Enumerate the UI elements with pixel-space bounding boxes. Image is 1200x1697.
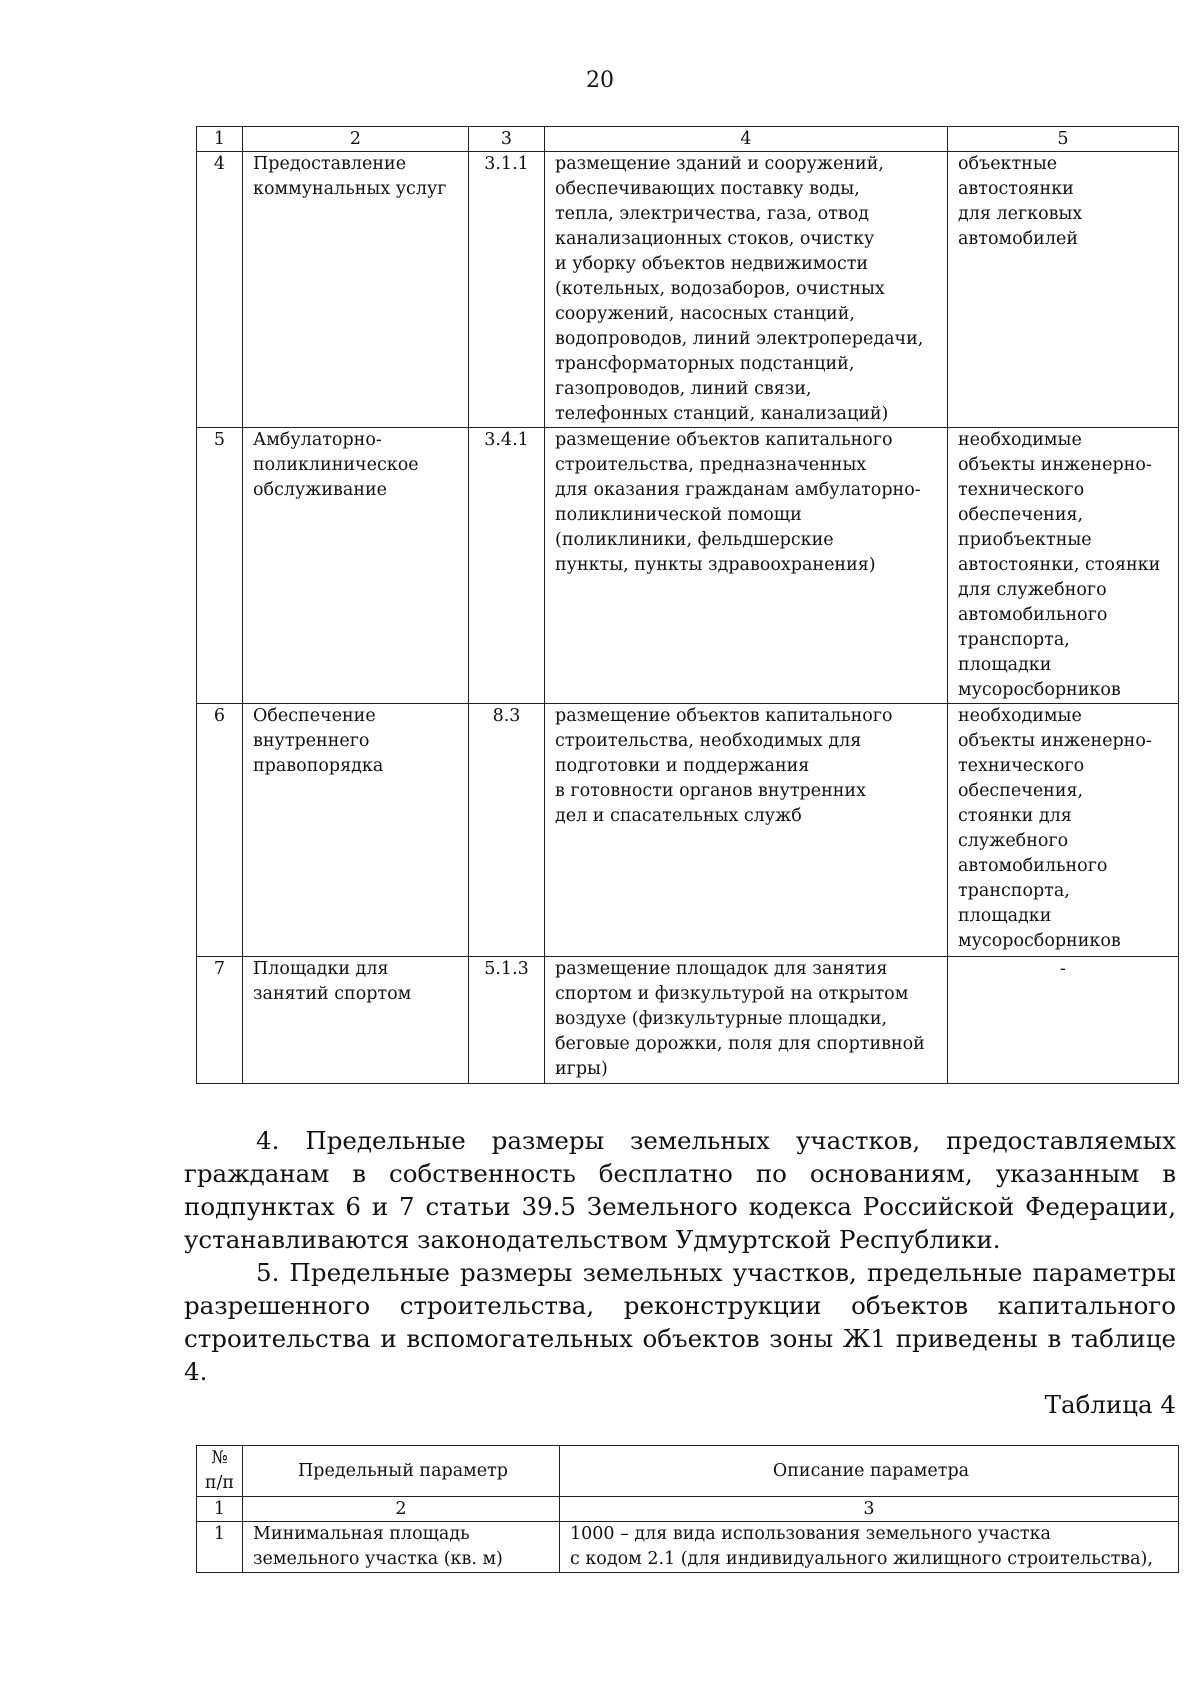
text-line: (котельных, водозаборов, очистных: [555, 279, 885, 299]
text-line: 1000 – для вида использования земельного участка: [570, 1524, 1051, 1544]
text-line: автомобилей: [958, 229, 1078, 249]
table-header-row: [197, 127, 1179, 152]
text-line: строительства, предназначенных: [555, 455, 867, 475]
text-line: объектные: [958, 154, 1058, 174]
text-line: мусоросборников: [958, 931, 1121, 951]
use-code: 5.1.3: [469, 957, 545, 1084]
text-line: трансформаторных подстанций,: [555, 354, 855, 374]
header-desc: Описание параметра: [560, 1446, 1179, 1497]
text-line: обеспечивающих поставку воды,: [555, 179, 860, 199]
text-line: п/п: [204, 1473, 235, 1493]
text-line: с кодом 2.1 (для индивидуального жилищного строительства),: [570, 1549, 1153, 1569]
text-line: стоянки для: [958, 806, 1072, 826]
header-cell: 3: [560, 1497, 1179, 1522]
use-description: [545, 428, 948, 704]
text-line: автостоянки, стоянки: [958, 555, 1161, 575]
text-line: для оказания гражданам амбулаторно-: [555, 480, 921, 500]
text-line: размещение площадок для занятия: [555, 959, 888, 979]
text-line: строительства, необходимых для: [555, 731, 862, 751]
use-description: [545, 152, 948, 428]
use-description: [545, 704, 948, 957]
text-line: автостоянки: [958, 179, 1074, 199]
text-line: беговые дорожки, поля для спортивной: [555, 1034, 925, 1054]
text-line: приобъектные: [958, 530, 1092, 550]
text-line: игры): [555, 1059, 608, 1079]
text-line: транспорта,: [958, 630, 1070, 650]
paragraph-4: 4. Предельные размеры земельных участков, предоставляемых гражданам в собственность бесплатно по основаниям, указанным в подпунктах 6 и 7 статьи 39.5 Земельного кодекса Российской Федерации, устанавливаются законодательством Удмуртской Республики.: [184, 1126, 1176, 1254]
row-number: 4: [197, 152, 243, 428]
text-line: дел и спасательных служб: [555, 806, 802, 826]
body-text: [184, 1124, 1176, 1388]
text-line: занятий спортом: [253, 984, 412, 1004]
table-row: [197, 152, 1179, 428]
header-cell: 5: [948, 127, 1179, 152]
auxiliary-uses: [948, 704, 1179, 957]
text-line: телефонных станций, канализаций): [555, 404, 889, 424]
text-line: обслуживание: [253, 480, 388, 500]
table-row: [197, 1522, 1179, 1573]
text-line: внутреннего: [253, 731, 370, 751]
text-line: и уборку объектов недвижимости: [555, 254, 869, 274]
parameters-table: [196, 1445, 1179, 1573]
table-row: [197, 428, 1179, 704]
auxiliary-uses: [948, 428, 1179, 704]
text-line: объекты инженерно-: [958, 731, 1152, 751]
text-line: размещение объектов капитального: [555, 430, 893, 450]
text-line: служебного: [958, 831, 1069, 851]
text-line: Обеспечение: [253, 706, 376, 726]
text-line: пункты, пункты здравоохранения): [555, 555, 876, 575]
header-cell: 3: [469, 127, 545, 152]
header-cell: 1: [197, 127, 243, 152]
use-description: [545, 957, 948, 1084]
table-subheader-row: [197, 1497, 1179, 1522]
text-line: технического: [958, 756, 1085, 776]
header-cell: 4: [545, 127, 948, 152]
text-line: поликлиническое: [253, 455, 419, 475]
use-code: 3.4.1: [469, 428, 545, 704]
text-line: коммунальных услуг: [253, 179, 447, 199]
paragraph-5: 5. Предельные размеры земельных участков, предельные параметры разрешенного строительства, реконструкции объектов капитального строительства и вспомогательных объектов зоны Ж1 приведены в таблице 4.: [184, 1258, 1176, 1386]
text-line: канализационных стоков, очистку: [555, 229, 875, 249]
text-line: автомобильного: [958, 605, 1108, 625]
use-name: [243, 957, 469, 1084]
text-line: водопроводов, линий электропередачи,: [555, 329, 924, 349]
text-line: Площадки для: [253, 959, 389, 979]
row-number: 6: [197, 704, 243, 957]
text-line: объекты инженерно-: [958, 455, 1152, 475]
text-line: воздухе (физкультурные площадки,: [555, 1009, 888, 1029]
text-line: размещение объектов капитального: [555, 706, 893, 726]
use-code: 3.1.1: [469, 152, 545, 428]
text-line: поликлинической помощи: [555, 505, 802, 525]
text-line: сооружений, насосных станций,: [555, 304, 855, 324]
text-line: автомобильного: [958, 856, 1108, 876]
text-line: площадки: [958, 655, 1052, 675]
row-number: 5: [197, 428, 243, 704]
text-line: обеспечения,: [958, 505, 1084, 525]
use-name: [243, 704, 469, 957]
header-cell: 2: [243, 127, 469, 152]
text-line: Минимальная площадь: [253, 1524, 470, 1544]
row-number: 1: [197, 1522, 243, 1573]
table-row: [197, 957, 1179, 1084]
use-code: 8.3: [469, 704, 545, 957]
text-line: подготовки и поддержания: [555, 756, 810, 776]
param-description: [560, 1522, 1179, 1573]
text-line: мусоросборников: [958, 680, 1121, 700]
use-name: [243, 428, 469, 704]
table-header-row: [197, 1446, 1179, 1497]
text-line: обеспечения,: [958, 781, 1084, 801]
text-line: спортом и физкультурой на открытом: [555, 984, 909, 1004]
text-line: необходимые: [958, 430, 1082, 450]
text-line: Амбулаторно-: [253, 430, 382, 450]
text-line: (поликлиники, фельдшерские: [555, 530, 834, 550]
table-caption: Таблица 4: [1044, 1390, 1176, 1419]
use-name: [243, 152, 469, 428]
page-number: 20: [586, 68, 614, 93]
text-line: №: [211, 1448, 228, 1468]
text-line: размещение зданий и сооружений,: [555, 154, 884, 174]
param-name: [243, 1522, 560, 1573]
table-row: [197, 704, 1179, 957]
auxiliary-uses: [948, 152, 1179, 428]
auxiliary-uses: -: [948, 957, 1179, 1084]
header-cell: 2: [243, 1497, 560, 1522]
text-line: в готовности органов внутренних: [555, 781, 866, 801]
header-cell: 1: [197, 1497, 243, 1522]
header-param: Предельный параметр: [243, 1446, 560, 1497]
text-line: для легковых: [958, 204, 1083, 224]
text-line: технического: [958, 480, 1085, 500]
text-line: необходимые: [958, 706, 1082, 726]
text-line: газопроводов, линий связи,: [555, 379, 812, 399]
text-line: земельного участка (кв. м): [253, 1549, 503, 1569]
permitted-use-table: [196, 126, 1179, 1084]
text-line: Предоставление: [253, 154, 407, 174]
text-line: правопорядка: [253, 756, 384, 776]
text-line: площадки: [958, 906, 1052, 926]
text-line: транспорта,: [958, 881, 1070, 901]
header-number: [197, 1446, 243, 1497]
text-line: тепла, электричества, газа, отвод: [555, 204, 870, 224]
row-number: 7: [197, 957, 243, 1084]
text-line: для служебного: [958, 580, 1107, 600]
